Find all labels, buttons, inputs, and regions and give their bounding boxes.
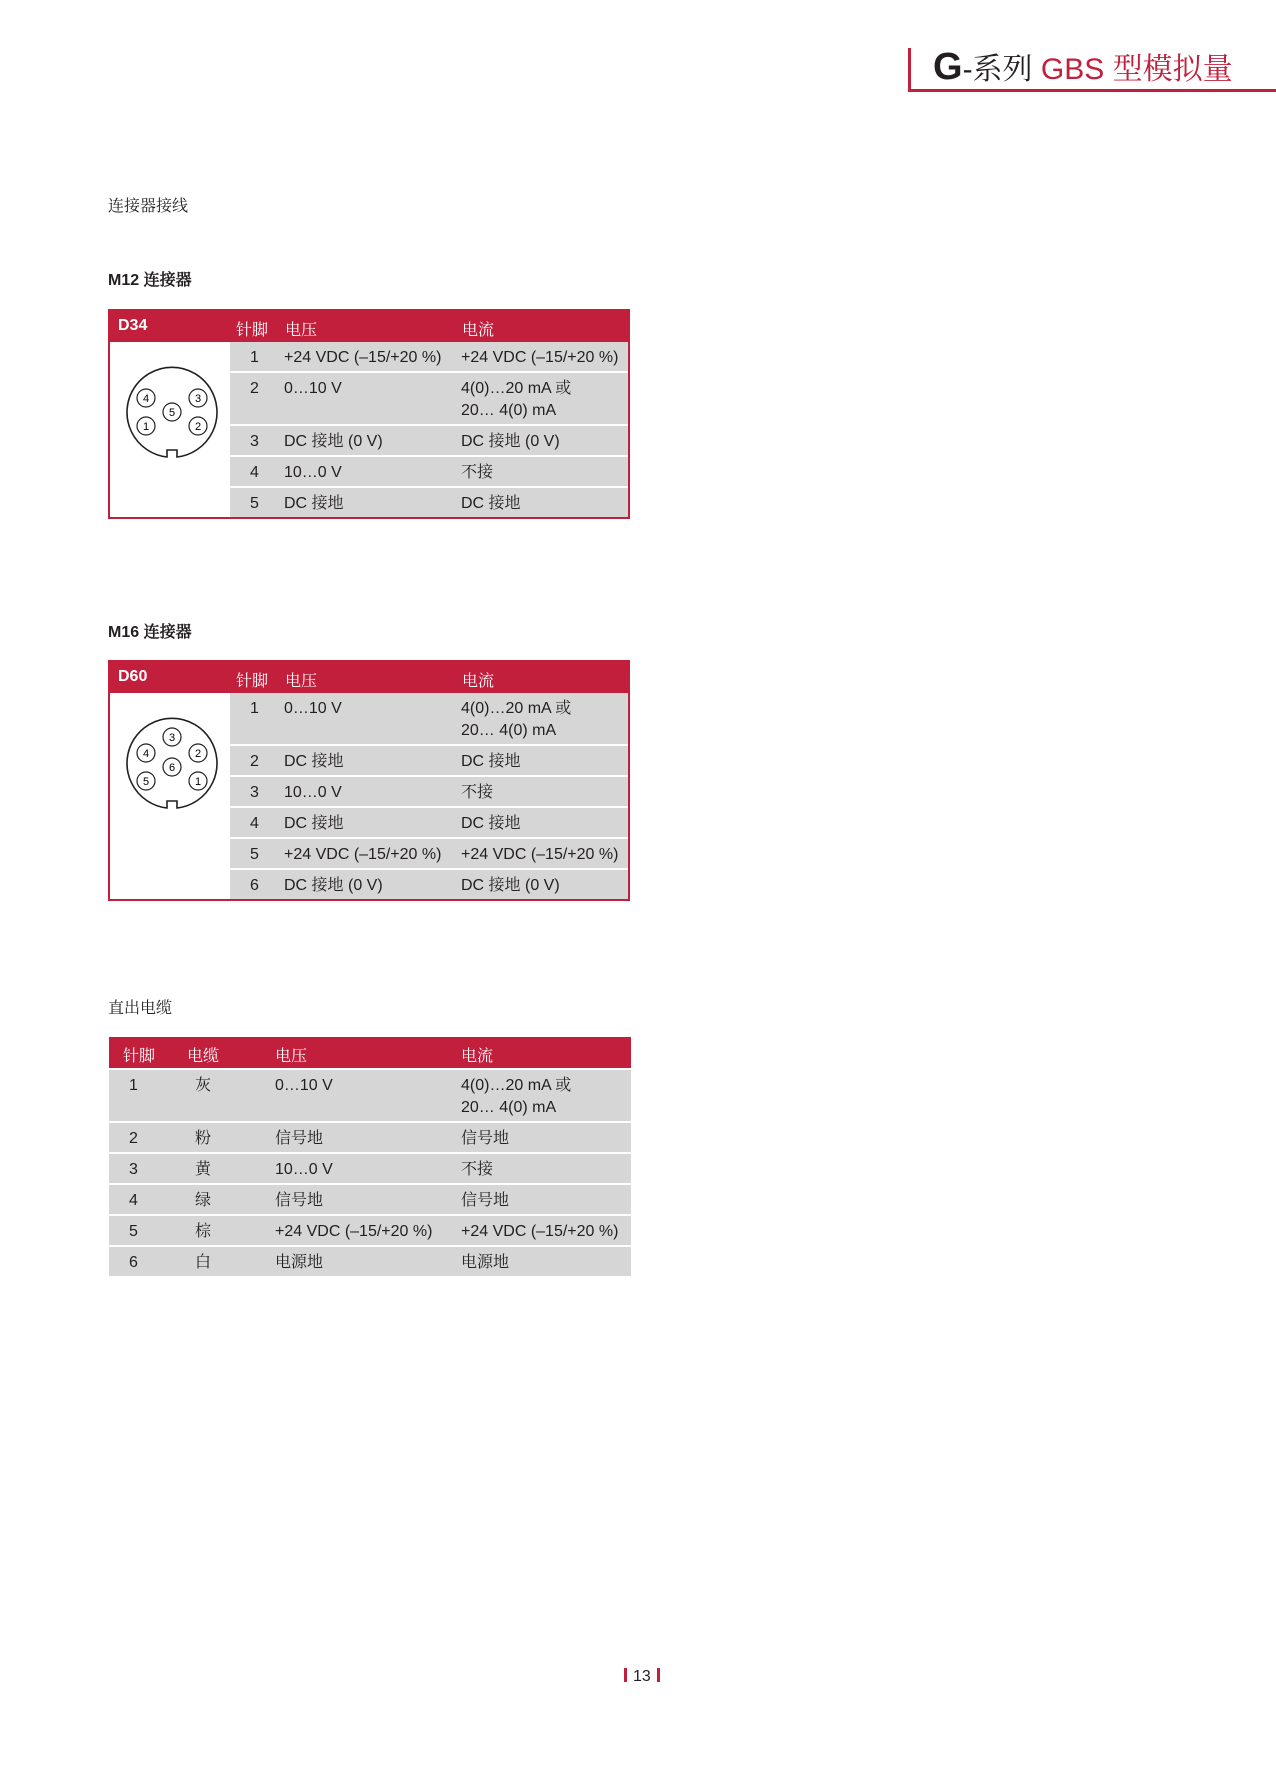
table-row (230, 342, 628, 371)
pin-number: 6 (250, 877, 259, 894)
m16-col-pin: 针脚 (236, 673, 269, 690)
cable-table (109, 1037, 631, 1276)
table-row (230, 837, 628, 868)
cable-table-header (109, 1037, 631, 1068)
cable-color: 棕 (195, 1223, 212, 1240)
series-letter: G (933, 46, 963, 88)
m12-pin-4 (137, 389, 155, 407)
m16-pin-5 (137, 772, 155, 790)
current-value: 4(0)…20 mA 或 (461, 1077, 572, 1094)
cable-color: 粉 (195, 1130, 212, 1147)
pin-number: 1 (129, 1077, 138, 1094)
voltage-value: 信号地 (275, 1130, 324, 1147)
table-row (230, 424, 628, 455)
cable-col-cable: 电缆 (187, 1048, 220, 1065)
table-row (230, 371, 628, 424)
m16-pin-2 (189, 744, 207, 762)
m16-pin-1 (189, 772, 207, 790)
current-value: 4(0)…20 mA 或 (461, 380, 572, 397)
current-value: 信号地 (461, 1192, 510, 1209)
svg-text:2: 2 (194, 748, 202, 760)
voltage-value: DC 接地 (284, 815, 344, 832)
pin-number: 4 (129, 1192, 138, 1209)
voltage-value: +24 VDC (–15/+20 %) (284, 846, 442, 863)
current-value-line2: 20… 4(0) mA (461, 1099, 557, 1116)
table-row (109, 1152, 631, 1183)
table-row (230, 806, 628, 837)
pin-number: 2 (129, 1130, 138, 1147)
series-suffix: -系列 (962, 53, 1033, 86)
m12-table-header (110, 311, 628, 342)
table-row (230, 744, 628, 775)
current-value: 不接 (461, 784, 494, 801)
cable-color: 白 (195, 1254, 212, 1271)
m16-connector-icon (122, 715, 222, 815)
voltage-value: 0…10 V (284, 380, 342, 397)
page-header (908, 48, 1276, 92)
current-value-line2: 20… 4(0) mA (461, 722, 557, 739)
section-title: 连接器接线 (108, 198, 189, 215)
current-value: DC 接地 (461, 495, 521, 512)
m12-pin-5 (163, 403, 181, 421)
m12-col-current: 电流 (462, 322, 495, 339)
voltage-value: 10…0 V (284, 784, 342, 801)
m16-pin-4 (137, 744, 155, 762)
voltage-value: DC 接地 (284, 495, 344, 512)
current-value: DC 接地 (461, 753, 521, 770)
table-row (109, 1068, 631, 1121)
svg-text:2: 2 (194, 421, 202, 433)
pin-number: 5 (250, 846, 259, 863)
svg-text:4: 4 (142, 393, 150, 405)
m12-pin-2 (189, 417, 207, 435)
m16-col-voltage: 电压 (285, 673, 318, 690)
m16-table-header (110, 662, 628, 693)
page-number (618, 1668, 666, 1686)
m12-rows (230, 342, 628, 517)
table-row (230, 775, 628, 806)
svg-text:3: 3 (168, 732, 176, 744)
voltage-value: DC 接地 (284, 753, 344, 770)
m12-pin-3 (189, 389, 207, 407)
table-row (109, 1214, 631, 1245)
svg-text:4: 4 (142, 748, 150, 760)
cable-color: 绿 (195, 1192, 212, 1209)
pin-number: 3 (250, 433, 259, 450)
m12-pin-1 (137, 417, 155, 435)
header-title (933, 45, 1233, 92)
pin-number: 5 (250, 495, 259, 512)
svg-text:5: 5 (168, 407, 176, 419)
m12-table (108, 309, 630, 519)
m12-code: D34 (118, 317, 148, 334)
voltage-value: DC 接地 (0 V) (284, 433, 383, 450)
pin-number: 1 (250, 700, 259, 717)
current-value: +24 VDC (–15/+20 %) (461, 846, 619, 863)
cable-color: 黄 (195, 1161, 212, 1178)
table-row (109, 1183, 631, 1214)
pin-number: 3 (129, 1161, 138, 1178)
page-number-text: 13 (633, 1668, 651, 1685)
m12-col-voltage: 电压 (285, 322, 318, 339)
m16-diagram-cell (110, 693, 230, 899)
product-name: GBS 型模拟量 (1040, 53, 1233, 86)
current-value: 电源地 (461, 1254, 510, 1271)
table-row (109, 1245, 631, 1276)
voltage-value: DC 接地 (0 V) (284, 877, 383, 894)
pin-number: 4 (250, 464, 259, 481)
m16-code: D60 (118, 668, 148, 685)
pin-number: 6 (129, 1254, 138, 1271)
cable-label: 直出电缆 (108, 1000, 173, 1017)
table-row (109, 1121, 631, 1152)
m12-label: M12 连接器 (108, 272, 192, 289)
current-value: DC 接地 (0 V) (461, 877, 560, 894)
voltage-value: 10…0 V (284, 464, 342, 481)
pin-number: 4 (250, 815, 259, 832)
cable-col-voltage: 电压 (275, 1048, 308, 1065)
m16-label: M16 连接器 (108, 624, 192, 641)
voltage-value: 信号地 (275, 1192, 324, 1209)
voltage-value: 电源地 (275, 1254, 324, 1271)
table-row (230, 693, 628, 744)
m12-connector-icon (122, 364, 222, 464)
m16-pin-6 (163, 758, 181, 776)
pin-number: 1 (250, 349, 259, 366)
current-value: 4(0)…20 mA 或 (461, 700, 572, 717)
voltage-value: +24 VDC (–15/+20 %) (275, 1223, 433, 1240)
cable-color: 灰 (195, 1077, 212, 1094)
m16-table (108, 660, 630, 901)
current-value: DC 接地 (461, 815, 521, 832)
voltage-value: 0…10 V (284, 700, 342, 717)
current-value: +24 VDC (–15/+20 %) (461, 1223, 619, 1240)
pin-number: 2 (250, 753, 259, 770)
current-value: +24 VDC (–15/+20 %) (461, 349, 619, 366)
current-value: 信号地 (461, 1130, 510, 1147)
current-value: 不接 (461, 1161, 494, 1178)
table-row (230, 455, 628, 486)
m16-col-current: 电流 (462, 673, 495, 690)
svg-text:5: 5 (142, 776, 150, 788)
current-value-line2: 20… 4(0) mA (461, 402, 557, 419)
voltage-value: 10…0 V (275, 1161, 333, 1178)
pin-number: 5 (129, 1223, 138, 1240)
pin-number: 2 (250, 380, 259, 397)
voltage-value: +24 VDC (–15/+20 %) (284, 349, 442, 366)
cable-col-current: 电流 (461, 1048, 494, 1065)
table-row (230, 868, 628, 899)
pin-number: 3 (250, 784, 259, 801)
svg-text:1: 1 (194, 776, 202, 788)
svg-text:1: 1 (142, 421, 150, 433)
svg-text:3: 3 (194, 393, 202, 405)
page-number-bar-right (657, 1668, 660, 1682)
m12-col-pin: 针脚 (236, 322, 269, 339)
current-value: DC 接地 (0 V) (461, 433, 560, 450)
svg-text:6: 6 (168, 762, 176, 774)
voltage-value: 0…10 V (275, 1077, 333, 1094)
m12-diagram-cell (110, 342, 230, 517)
page-number-bar-left (624, 1668, 627, 1682)
m16-pin-3 (163, 728, 181, 746)
table-row (230, 486, 628, 517)
current-value: 不接 (461, 464, 494, 481)
cable-col-pin: 针脚 (123, 1048, 156, 1065)
m16-rows (230, 693, 628, 899)
